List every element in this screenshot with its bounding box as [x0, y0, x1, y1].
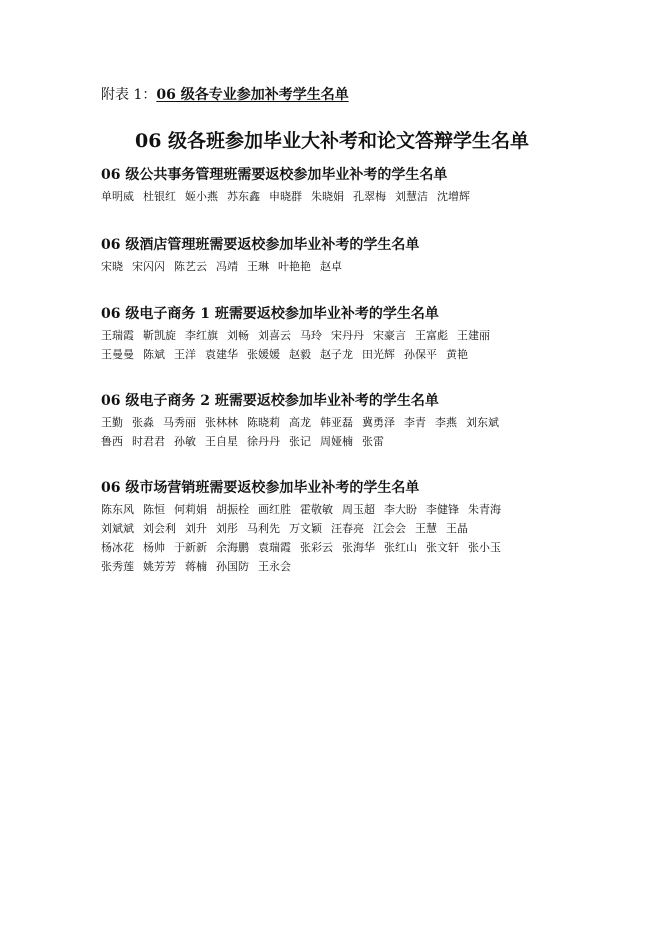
student-name: 张文轩: [426, 541, 459, 554]
section-marketing: [101, 478, 571, 576]
main-title: 06 级各班参加毕业大补考和论文答辩学生名单: [134, 130, 530, 152]
student-name: 陈晓莉: [247, 416, 280, 429]
student-name: 张彩云: [300, 541, 333, 554]
student-name: 孙保平: [404, 348, 437, 361]
attachment-prefix: 附表 1：: [101, 87, 157, 103]
student-name: 苏东鑫: [227, 190, 260, 203]
student-name: 李健锋: [426, 503, 459, 516]
student-name: 张媛媛: [247, 348, 280, 361]
student-name: 张林林: [205, 416, 238, 429]
student-name: 靳凯旋: [143, 329, 176, 342]
student-name: 张海华: [342, 541, 375, 554]
student-name: 刘会利: [143, 522, 176, 535]
student-name: 张红山: [384, 541, 417, 554]
section-heading: 06 级公共事务管理班需要返校参加毕业补考的学生名单: [101, 167, 448, 183]
student-name: 张淼: [132, 416, 154, 429]
student-name: 霍敬敏: [300, 503, 333, 516]
student-name: 沈增辉: [437, 190, 470, 203]
name-row: [101, 500, 571, 519]
student-name: 王建丽: [457, 329, 490, 342]
name-row: [101, 187, 571, 206]
student-name: 王晶: [446, 522, 468, 535]
student-name: 江会会: [373, 522, 406, 535]
name-row: [101, 538, 571, 557]
name-row: [101, 432, 571, 451]
section-ecommerce-2: [101, 391, 571, 451]
section-ecommerce-1: [101, 304, 571, 364]
student-name: 王洋: [174, 348, 196, 361]
student-name: 杨冰花: [101, 541, 134, 554]
student-name: 陈艺云: [174, 260, 207, 273]
student-name: 何莉娟: [174, 503, 207, 516]
name-row: [101, 326, 571, 345]
student-name: 马秀丽: [163, 416, 196, 429]
student-name: 李红旗: [185, 329, 218, 342]
name-row: [101, 345, 571, 364]
student-name: 刘喜云: [258, 329, 291, 342]
student-name: 宋闪闪: [132, 260, 165, 273]
student-name: 马利先: [247, 522, 280, 535]
student-name: 于新新: [174, 541, 207, 554]
student-name: 时君君: [132, 435, 165, 448]
student-name: 陈斌: [143, 348, 165, 361]
student-name: 孙敏: [174, 435, 196, 448]
student-name: 画红胜: [258, 503, 291, 516]
name-row: [101, 257, 571, 276]
student-name: 周娅楠: [320, 435, 353, 448]
attachment-line: [101, 86, 349, 104]
student-name: 张秀莲: [101, 560, 134, 573]
student-name: 王瑞霞: [101, 329, 134, 342]
student-name: 冯靖: [216, 260, 238, 273]
section-hotel-management: [101, 235, 571, 276]
student-name: 孙国防: [216, 560, 249, 573]
section-heading: 06 级电子商务 2 班需要返校参加毕业补考的学生名单: [101, 393, 439, 409]
student-name: 黄艳: [446, 348, 468, 361]
student-name: 王慧: [415, 522, 437, 535]
student-name: 刘畅: [227, 329, 249, 342]
attachment-title: 06 级各专业参加补考学生名单: [156, 87, 349, 103]
student-name: 刘斌斌: [101, 522, 134, 535]
student-name: 陈恒: [143, 503, 165, 516]
student-name: 宋丹丹: [331, 329, 364, 342]
student-name: 余海鹏: [216, 541, 249, 554]
student-name: 赵子龙: [320, 348, 353, 361]
student-name: 张小玉: [468, 541, 501, 554]
student-name: 叶艳艳: [278, 260, 311, 273]
student-name: 申晓群: [269, 190, 302, 203]
student-name: 徐丹丹: [247, 435, 280, 448]
student-name: 万文颖: [289, 522, 322, 535]
student-name: 王勤: [101, 416, 123, 429]
student-name: 宋晓: [101, 260, 123, 273]
name-row: [101, 557, 571, 576]
student-name: 刘东斌: [466, 416, 499, 429]
section-heading: 06 级市场营销班需要返校参加毕业补考的学生名单: [101, 480, 420, 496]
student-name: 单明威: [101, 190, 134, 203]
section-public-affairs: [101, 165, 571, 206]
student-name: 陈东风: [101, 503, 134, 516]
student-name: 袁瑞霞: [258, 541, 291, 554]
student-name: 田光辉: [362, 348, 395, 361]
student-name: 孔翠梅: [353, 190, 386, 203]
student-name: 王富彪: [415, 329, 448, 342]
student-name: 王曼曼: [101, 348, 134, 361]
student-name: 王永会: [258, 560, 291, 573]
student-name: 姬小燕: [185, 190, 218, 203]
student-name: 杨帅: [143, 541, 165, 554]
student-name: 宋豪言: [373, 329, 406, 342]
student-name: 李燕: [435, 416, 457, 429]
student-name: 李大盼: [384, 503, 417, 516]
student-name: 冀勇泽: [362, 416, 395, 429]
student-name: 刘慧洁: [395, 190, 428, 203]
student-name: 王自星: [205, 435, 238, 448]
student-name: 周玉超: [342, 503, 375, 516]
student-name: 蒋楠: [185, 560, 207, 573]
section-heading: 06 级酒店管理班需要返校参加毕业补考的学生名单: [101, 237, 420, 253]
student-name: 朱青海: [468, 503, 501, 516]
student-name: 汪春亮: [331, 522, 364, 535]
student-name: 袁建华: [205, 348, 238, 361]
student-name: 胡振栓: [216, 503, 249, 516]
student-name: 张雷: [362, 435, 384, 448]
student-name: 朱晓娟: [311, 190, 344, 203]
section-heading: 06 级电子商务 1 班需要返校参加毕业补考的学生名单: [101, 306, 439, 322]
name-row: [101, 519, 571, 538]
student-name: 赵毅: [289, 348, 311, 361]
student-name: 刘彤: [216, 522, 238, 535]
student-name: 马玲: [300, 329, 322, 342]
student-name: 王琳: [247, 260, 269, 273]
student-name: 刘升: [185, 522, 207, 535]
student-name: 高龙: [289, 416, 311, 429]
student-name: 张记: [289, 435, 311, 448]
student-name: 赵卓: [320, 260, 342, 273]
name-row: [101, 413, 571, 432]
student-name: 杜银红: [143, 190, 176, 203]
student-name: 鲁西: [101, 435, 123, 448]
student-name: 韩亚磊: [320, 416, 353, 429]
student-name: 姚芳芳: [143, 560, 176, 573]
student-name: 李青: [404, 416, 426, 429]
